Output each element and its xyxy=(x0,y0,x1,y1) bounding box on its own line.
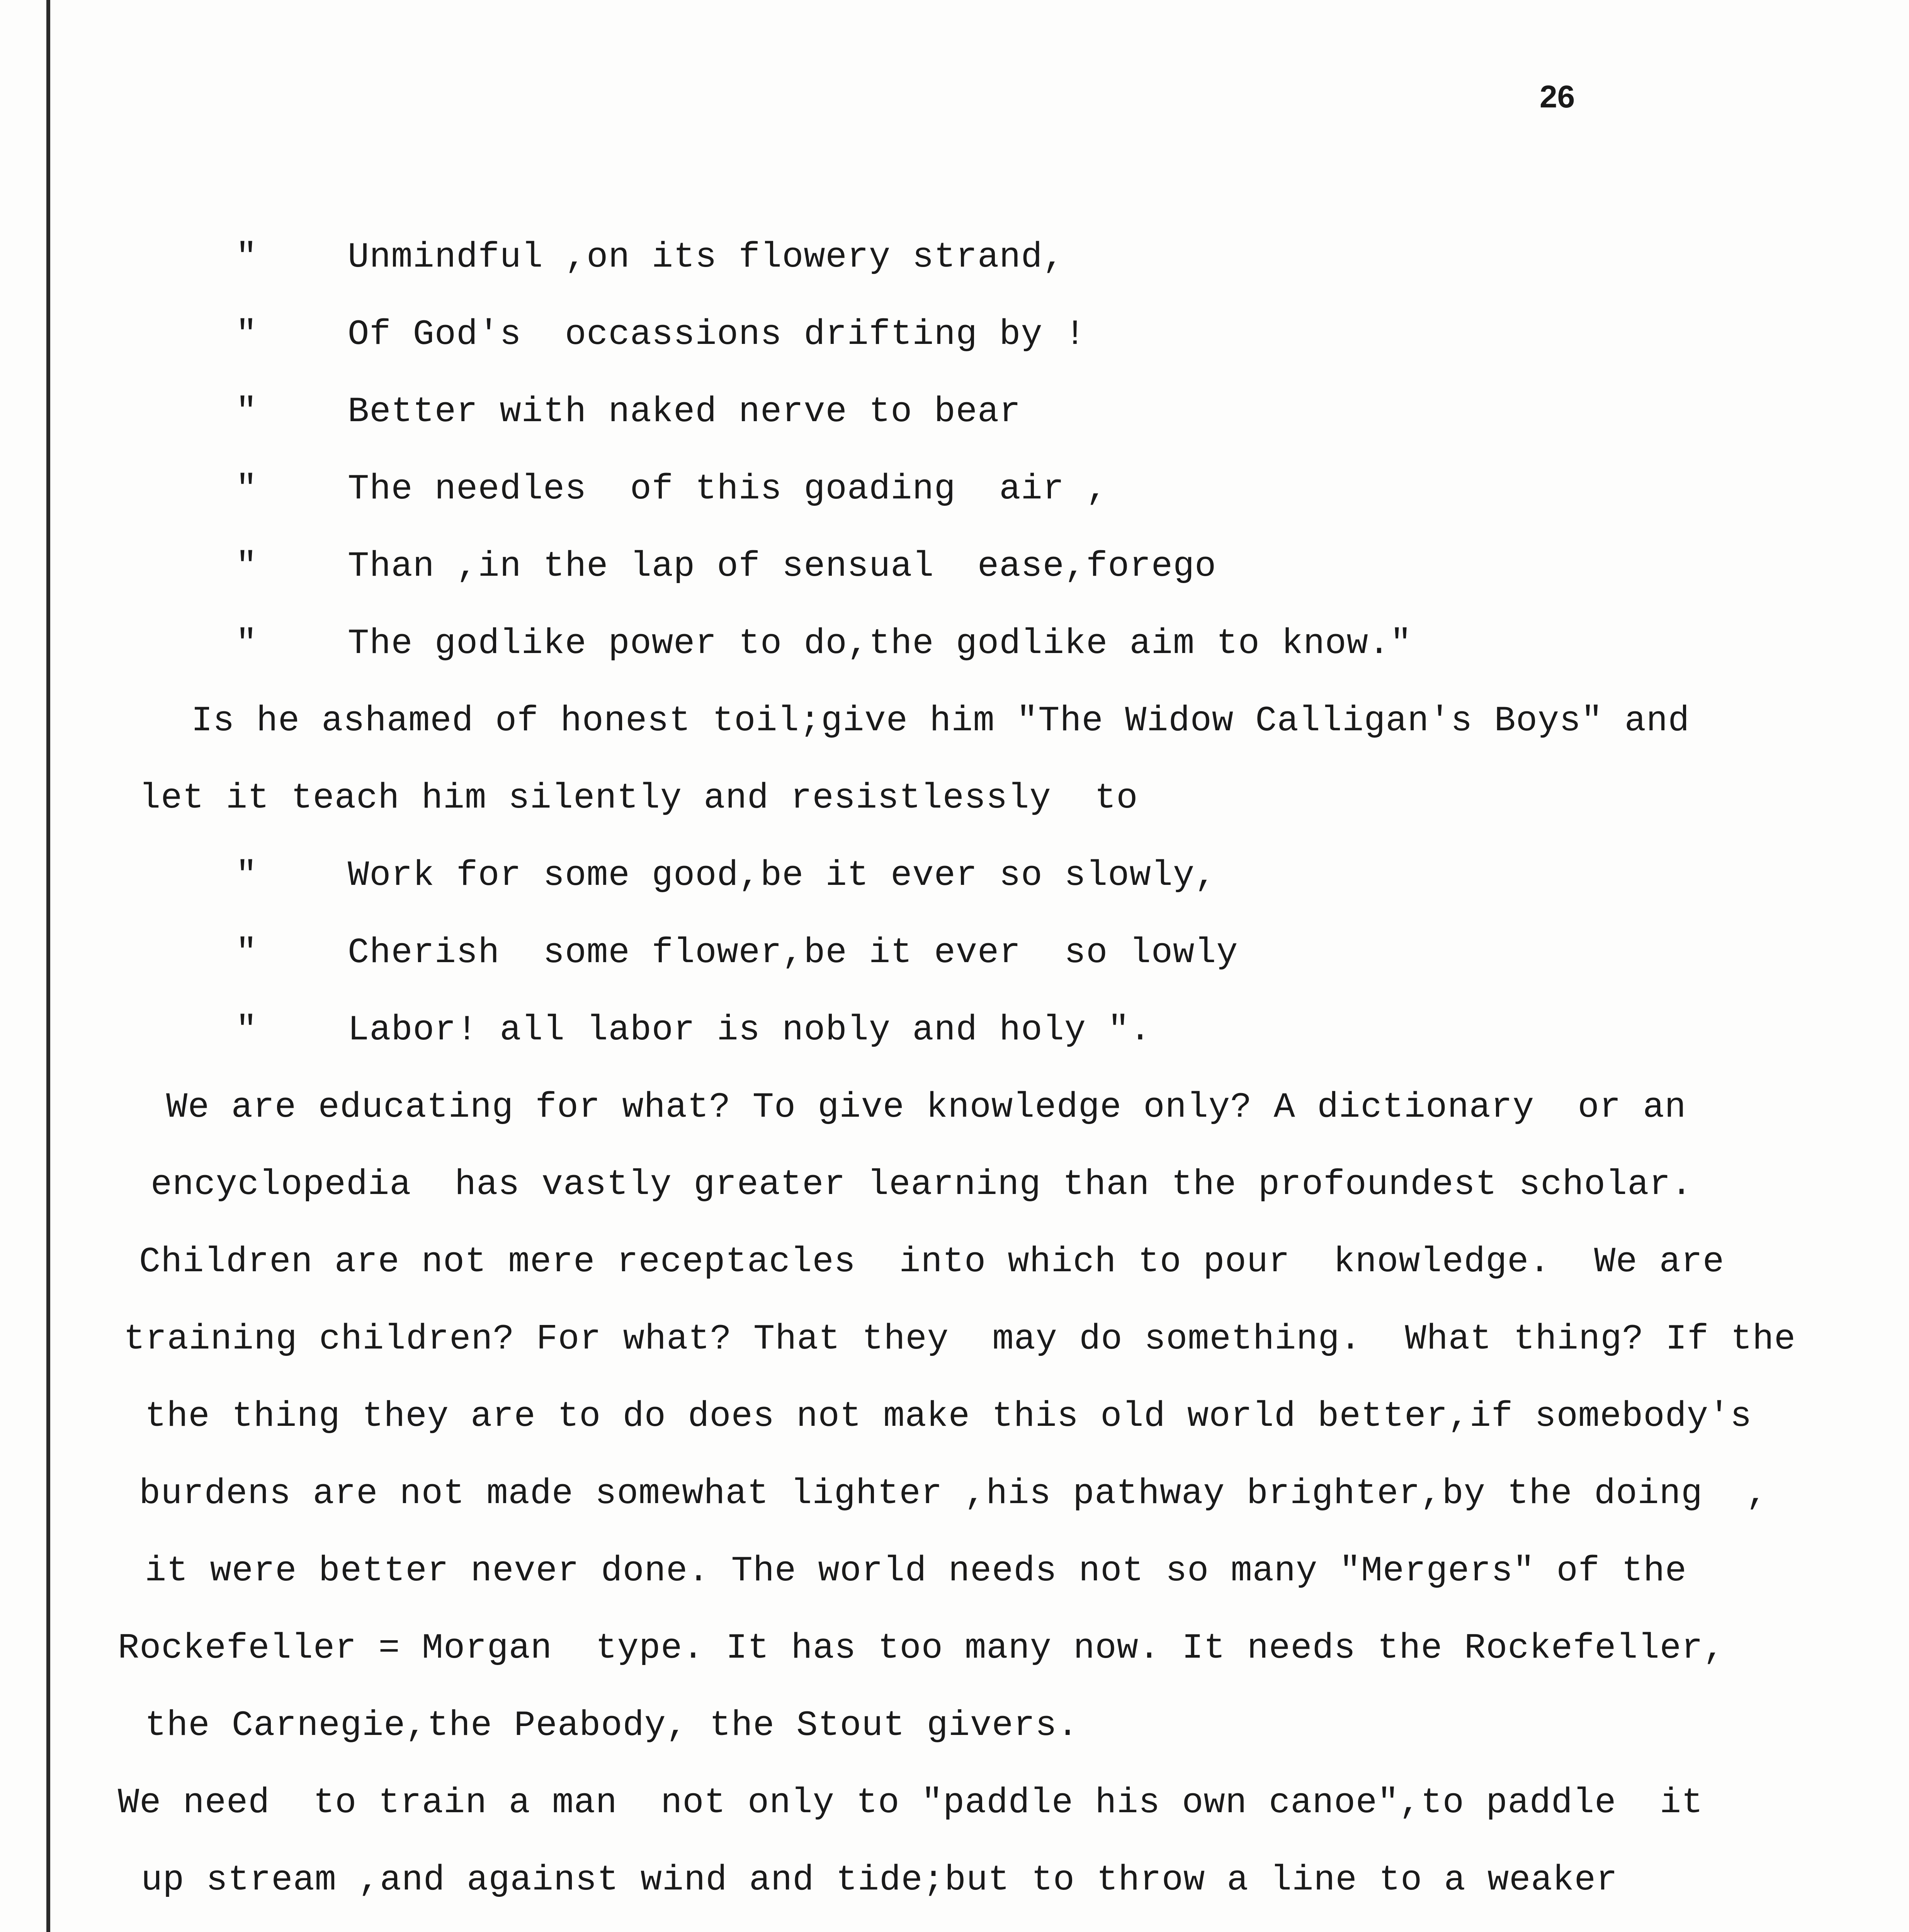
paragraph-line: the Carnegie,the Peabody, the Stout givers. xyxy=(145,1705,1079,1746)
left-margin-rule xyxy=(46,0,50,1932)
quote-mark: " xyxy=(236,237,258,277)
verse-text: The godlike power to do,the godlike aim to know." xyxy=(348,623,1412,664)
paragraph-line: it were better never done. The world needs not so many "Mergers" of the xyxy=(145,1551,1687,1591)
page-number: 26 xyxy=(1540,79,1575,114)
verse-text: Better with naked nerve to bear xyxy=(348,391,1021,432)
quote-mark: " xyxy=(236,855,258,896)
paragraph-line: Rockefeller = Morgan type. It has too many now. It needs the Rockefeller, xyxy=(118,1628,1725,1668)
paragraph-line: Children are not mere receptacles into which to pour knowledge. We are xyxy=(139,1242,1725,1282)
quote-mark: " xyxy=(236,469,258,509)
paragraph-line: training children? For what? That they may do something. What thing? If the xyxy=(124,1319,1796,1359)
quote-mark: " xyxy=(236,623,258,664)
paragraph-line: up stream ,and against wind and tide;but to throw a line to a weaker xyxy=(141,1860,1618,1900)
paragraph-line: the thing they are to do does not make this old world better,if somebody's xyxy=(145,1396,1752,1437)
verse-text: The needles of this goading air , xyxy=(348,469,1108,509)
paragraph-line: encyclopedia has vastly greater learning than the profoundest scholar. xyxy=(151,1164,1693,1205)
paragraph-line: Is he ashamed of honest toil;give him "The Widow Calligan's Boys" and xyxy=(191,701,1690,741)
paragraph-line: burdens are not made somewhat lighter ,his pathway brighter,by the doing , xyxy=(139,1473,1768,1514)
verse-text: Of God's occassions drifting by ! xyxy=(348,314,1086,355)
verse-text: Unmindful ,on its flowery strand, xyxy=(348,237,1064,277)
paragraph-line: We are educating for what? To give knowledge only? A dictionary or an xyxy=(166,1087,1686,1128)
paragraph-line: We need to train a man not only to "paddle his own canoe",to paddle it xyxy=(118,1782,1703,1823)
quote-mark: " xyxy=(236,1010,258,1050)
quote-mark: " xyxy=(236,314,258,355)
quote-mark: " xyxy=(236,391,258,432)
verse-text: Cherish some flower,be it ever so lowly xyxy=(348,932,1238,973)
paragraph-line: let it teach him silently and resistlessly to xyxy=(139,778,1138,818)
verse-text: Labor! all labor is nobly and holy ". xyxy=(348,1010,1151,1050)
verse-text: Than ,in the lap of sensual ease,forego xyxy=(348,546,1217,587)
verse-text: Work for some good,be it ever so slowly, xyxy=(348,855,1217,896)
quote-mark: " xyxy=(236,932,258,973)
quote-mark: " xyxy=(236,546,258,587)
